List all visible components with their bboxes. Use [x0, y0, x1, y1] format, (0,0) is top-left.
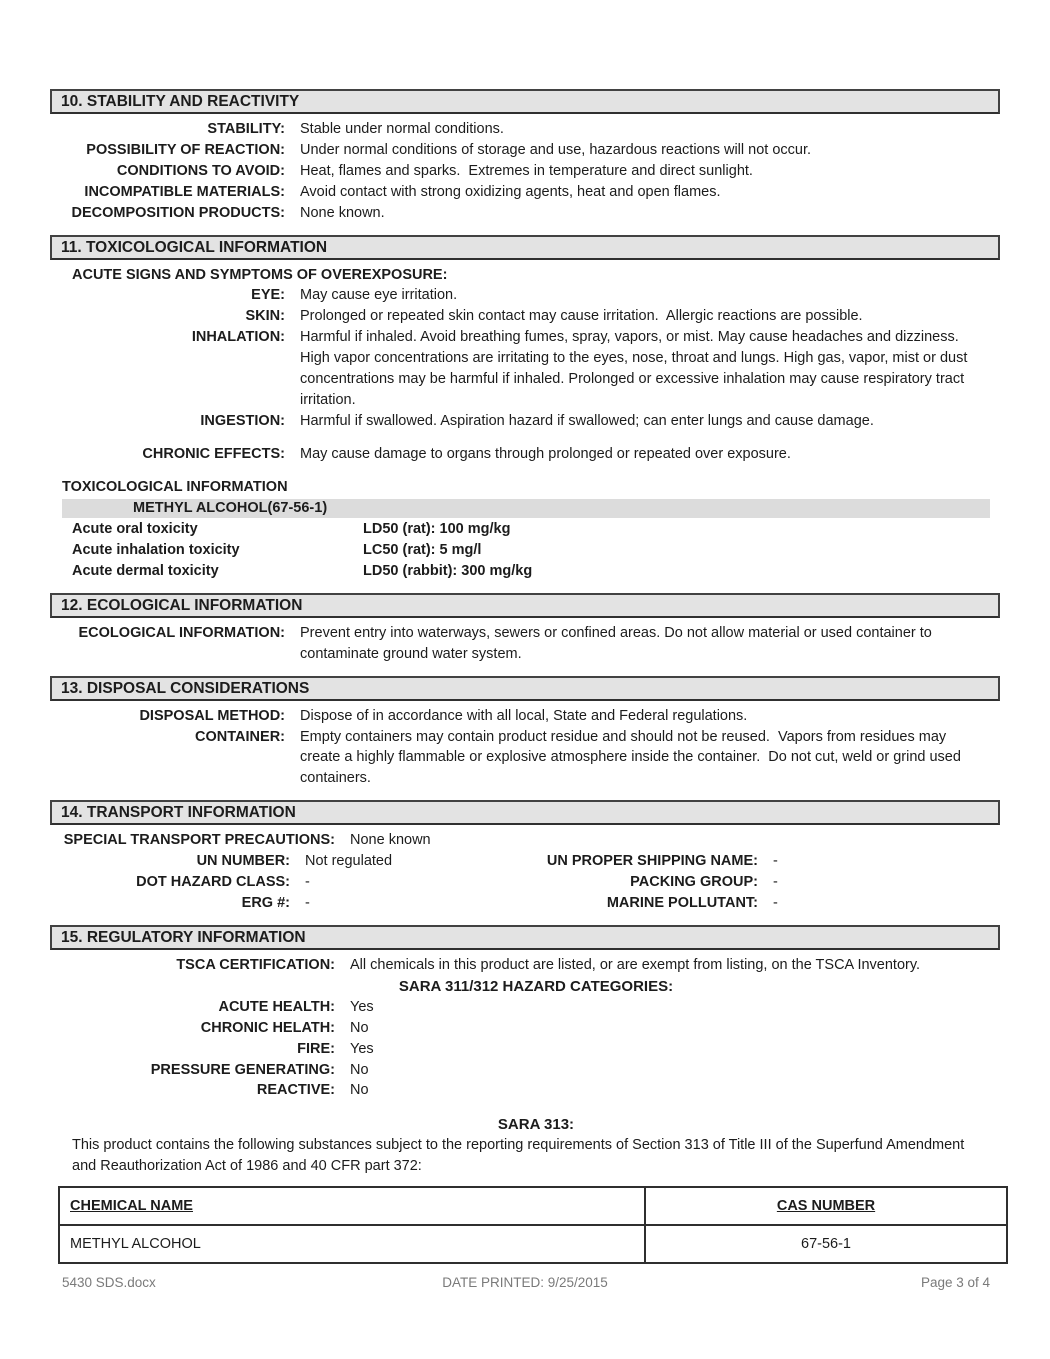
field-label: DISPOSAL METHOD: — [139, 707, 285, 724]
section-15-title: 15. REGULATORY INFORMATION — [61, 928, 306, 946]
reactive-row — [50, 1080, 1000, 1101]
field-value: LD50 (rabbit): 300 mg/kg — [363, 562, 533, 579]
field-label: DOT HAZARD CLASS: — [136, 874, 290, 891]
section-13-title: 13. DISPOSAL CONSIDERATIONS — [61, 679, 310, 697]
field-value: Stable under normal conditions. — [300, 121, 504, 137]
acute-inhalation-toxicity-row — [50, 540, 1000, 561]
section-10-header — [50, 89, 1000, 114]
field-value: May cause damage to organs through prolonged or repeated over exposure. — [300, 445, 791, 462]
field-label: TSCA CERTIFICATION: — [176, 956, 335, 973]
chronic-effects-row — [50, 444, 1000, 465]
field-value: - — [773, 894, 778, 911]
tsca-certification-row — [50, 955, 1000, 976]
field-value: No — [350, 1082, 369, 1099]
field-label: UN NUMBER: — [196, 853, 290, 870]
field-label: STABILITY: — [207, 121, 285, 137]
field-value: Prolonged or repeated skin contact may cause irritation. Allergic reactions are possible. — [300, 308, 863, 325]
field-label: SKIN: — [245, 308, 285, 325]
chemical-name-bar: METHYL ALCOHOL(67-56-1) — [62, 499, 990, 519]
acute-health-row — [50, 997, 1000, 1018]
field-label: POSSIBILITY OF REACTION: — [86, 141, 285, 158]
footer-filename: 5430 SDS.docx — [62, 1275, 156, 1290]
field-label: FIRE: — [297, 1040, 335, 1057]
field-value: Harmful if inhaled. Avoid breathing fumes, spray, vapors, or mist. May cause headaches and dizziness. High vapor concentrations are irritating to the eyes, nose, throat and lungs. High gas, vapor, mist or dust concentrations may be harmful if inhaled. Prolonged or excessive inhalation may cause respiratory tract irritation. — [300, 329, 972, 408]
cas-number-cell: 67-56-1 — [645, 1225, 1007, 1263]
field-label: EYE: — [251, 287, 285, 304]
field-label: REACTIVE: — [256, 1082, 335, 1099]
field-value: Heat, flames and sparks. Extremes in temperature and direct sunlight. — [300, 162, 753, 179]
section-12-header — [50, 593, 1000, 618]
field-value: No — [350, 1019, 369, 1036]
field-value: Prevent entry into waterways, sewers or confined areas. Do not allow material or used container to contaminate ground water system. — [300, 624, 936, 662]
field-value: Avoid contact with strong oxidizing agents, heat and open flames. — [300, 183, 721, 200]
field-value: Under normal conditions of storage and use, hazardous reactions will not occur. — [300, 141, 812, 158]
toxicological-information-subheader: TOXICOLOGICAL INFORMATION — [62, 478, 288, 495]
field-label: PRESSURE GENERATING: — [150, 1061, 335, 1078]
field-value: No — [350, 1061, 369, 1078]
field-value: - — [773, 853, 778, 870]
conditions-to-avoid-row — [50, 161, 1000, 182]
sara-311-312-heading: SARA 311/312 HAZARD CATEGORIES: — [398, 977, 674, 995]
section-12-title: 12. ECOLOGICAL INFORMATION — [61, 596, 303, 614]
column-header: CAS NUMBER — [776, 1198, 876, 1215]
container-row — [50, 727, 1000, 790]
section-14-title: 14. TRANSPORT INFORMATION — [61, 804, 296, 822]
ecological-information-row — [50, 623, 1000, 665]
section-14-header — [50, 800, 1000, 825]
field-value: Not regulated — [305, 853, 393, 870]
decomposition-products-row — [50, 203, 1000, 224]
sara-313-paragraph: This product contains the following substances subject to the reporting requirements of Section 313 of Title III of the Superfund Amendment and Reauthorization Act of 1986 and 40 CFR part 372: — [72, 1137, 965, 1175]
ingestion-row — [50, 411, 1000, 432]
field-label: INGESTION: — [200, 412, 285, 429]
skin-row — [50, 306, 1000, 327]
table-row — [59, 1225, 1007, 1263]
field-label: ERG #: — [241, 894, 290, 911]
field-label: INHALATION: — [191, 329, 285, 346]
section-11-title: 11. TOXICOLOGICAL INFORMATION — [61, 238, 328, 256]
field-value: LD50 (rat): 100 mg/kg — [363, 521, 511, 538]
pressure-generating-row — [50, 1060, 1000, 1081]
field-label: Acute dermal toxicity — [72, 562, 219, 579]
chemical-name-header-cell — [59, 1187, 645, 1225]
column-header: CHEMICAL NAME — [70, 1198, 193, 1215]
field-label: DECOMPOSITION PRODUCTS: — [71, 204, 285, 221]
field-label: CHRONIC EFFECTS: — [142, 445, 285, 462]
field-value: None known. — [300, 204, 385, 221]
field-value: - — [305, 874, 310, 891]
field-label: PACKING GROUP: — [630, 874, 758, 891]
section-11-header — [50, 235, 1000, 260]
fire-row — [50, 1039, 1000, 1060]
field-value: May cause eye irritation. — [300, 287, 458, 304]
footer-date-printed: DATE PRINTED: 9/25/2015 — [442, 1275, 608, 1290]
un-number-row — [50, 851, 1000, 872]
field-label: ECOLOGICAL INFORMATION: — [78, 624, 285, 641]
disposal-method-row — [50, 706, 1000, 727]
field-value: All chemicals in this product are listed, or are exempt from listing, on the TSCA Inventory. — [350, 956, 921, 973]
eye-row — [50, 285, 1000, 306]
field-label: ACUTE HEALTH: — [218, 998, 335, 1015]
section-13-header — [50, 676, 1000, 701]
dot-hazard-class-row — [50, 872, 1000, 893]
section-10-title: 10. STABILITY AND REACTIVITY — [61, 93, 300, 110]
field-label: INCOMPATIBLE MATERIALS: — [84, 183, 285, 200]
acute-oral-toxicity-row — [50, 519, 1000, 540]
page-footer — [50, 1275, 1000, 1290]
table-header-row — [59, 1187, 1007, 1225]
erg-number-row — [50, 893, 1000, 914]
incompatible-materials-row — [50, 182, 1000, 203]
special-transport-precautions-row — [50, 830, 1000, 851]
field-value: LC50 (rat): 5 mg/l — [363, 542, 482, 558]
field-value: - — [773, 874, 778, 891]
field-value: - — [305, 894, 310, 911]
field-label: UN PROPER SHIPPING NAME: — [546, 853, 758, 870]
field-label: CHRONIC HELATH: — [200, 1019, 335, 1036]
field-label: SPECIAL TRANSPORT PRECAUTIONS: — [63, 832, 335, 849]
field-label: CONTAINER: — [195, 728, 285, 745]
acute-signs-header: ACUTE SIGNS AND SYMPTOMS OF OVEREXPOSURE: — [72, 266, 448, 283]
field-value: Dispose of in accordance with all local, State and Federal regulations. — [300, 707, 748, 724]
chronic-health-row — [50, 1018, 1000, 1039]
cas-number-header-cell — [645, 1187, 1007, 1225]
acute-dermal-toxicity-row — [50, 561, 1000, 582]
field-label: CONDITIONS TO AVOID: — [116, 162, 285, 179]
field-value: Yes — [350, 1040, 374, 1057]
section-15-header — [50, 925, 1000, 950]
field-value: Yes — [350, 998, 374, 1015]
footer-page-number: Page 3 of 4 — [920, 1275, 990, 1290]
possibility-of-reaction-row — [50, 140, 1000, 161]
field-label: Acute oral toxicity — [72, 521, 198, 538]
chemical-name-cell: METHYL ALCOHOL — [59, 1225, 645, 1263]
sara-313-table — [58, 1186, 1008, 1264]
field-value: None known — [350, 832, 431, 849]
field-value: Empty containers may contain product residue and should not be reused. Vapors from residues may create a highly flammable or explosive atmosphere inside the container. Do not cut, weld or grind used containers. — [300, 728, 965, 787]
inhalation-row — [50, 327, 1000, 411]
sara-313-heading: SARA 313: — [497, 1116, 575, 1134]
field-label: MARINE POLLUTANT: — [606, 894, 758, 911]
field-label: Acute inhalation toxicity — [72, 542, 240, 558]
stability-row — [50, 119, 1000, 140]
field-value: Harmful if swallowed. Aspiration hazard if swallowed; can enter lungs and cause damage. — [300, 412, 874, 429]
